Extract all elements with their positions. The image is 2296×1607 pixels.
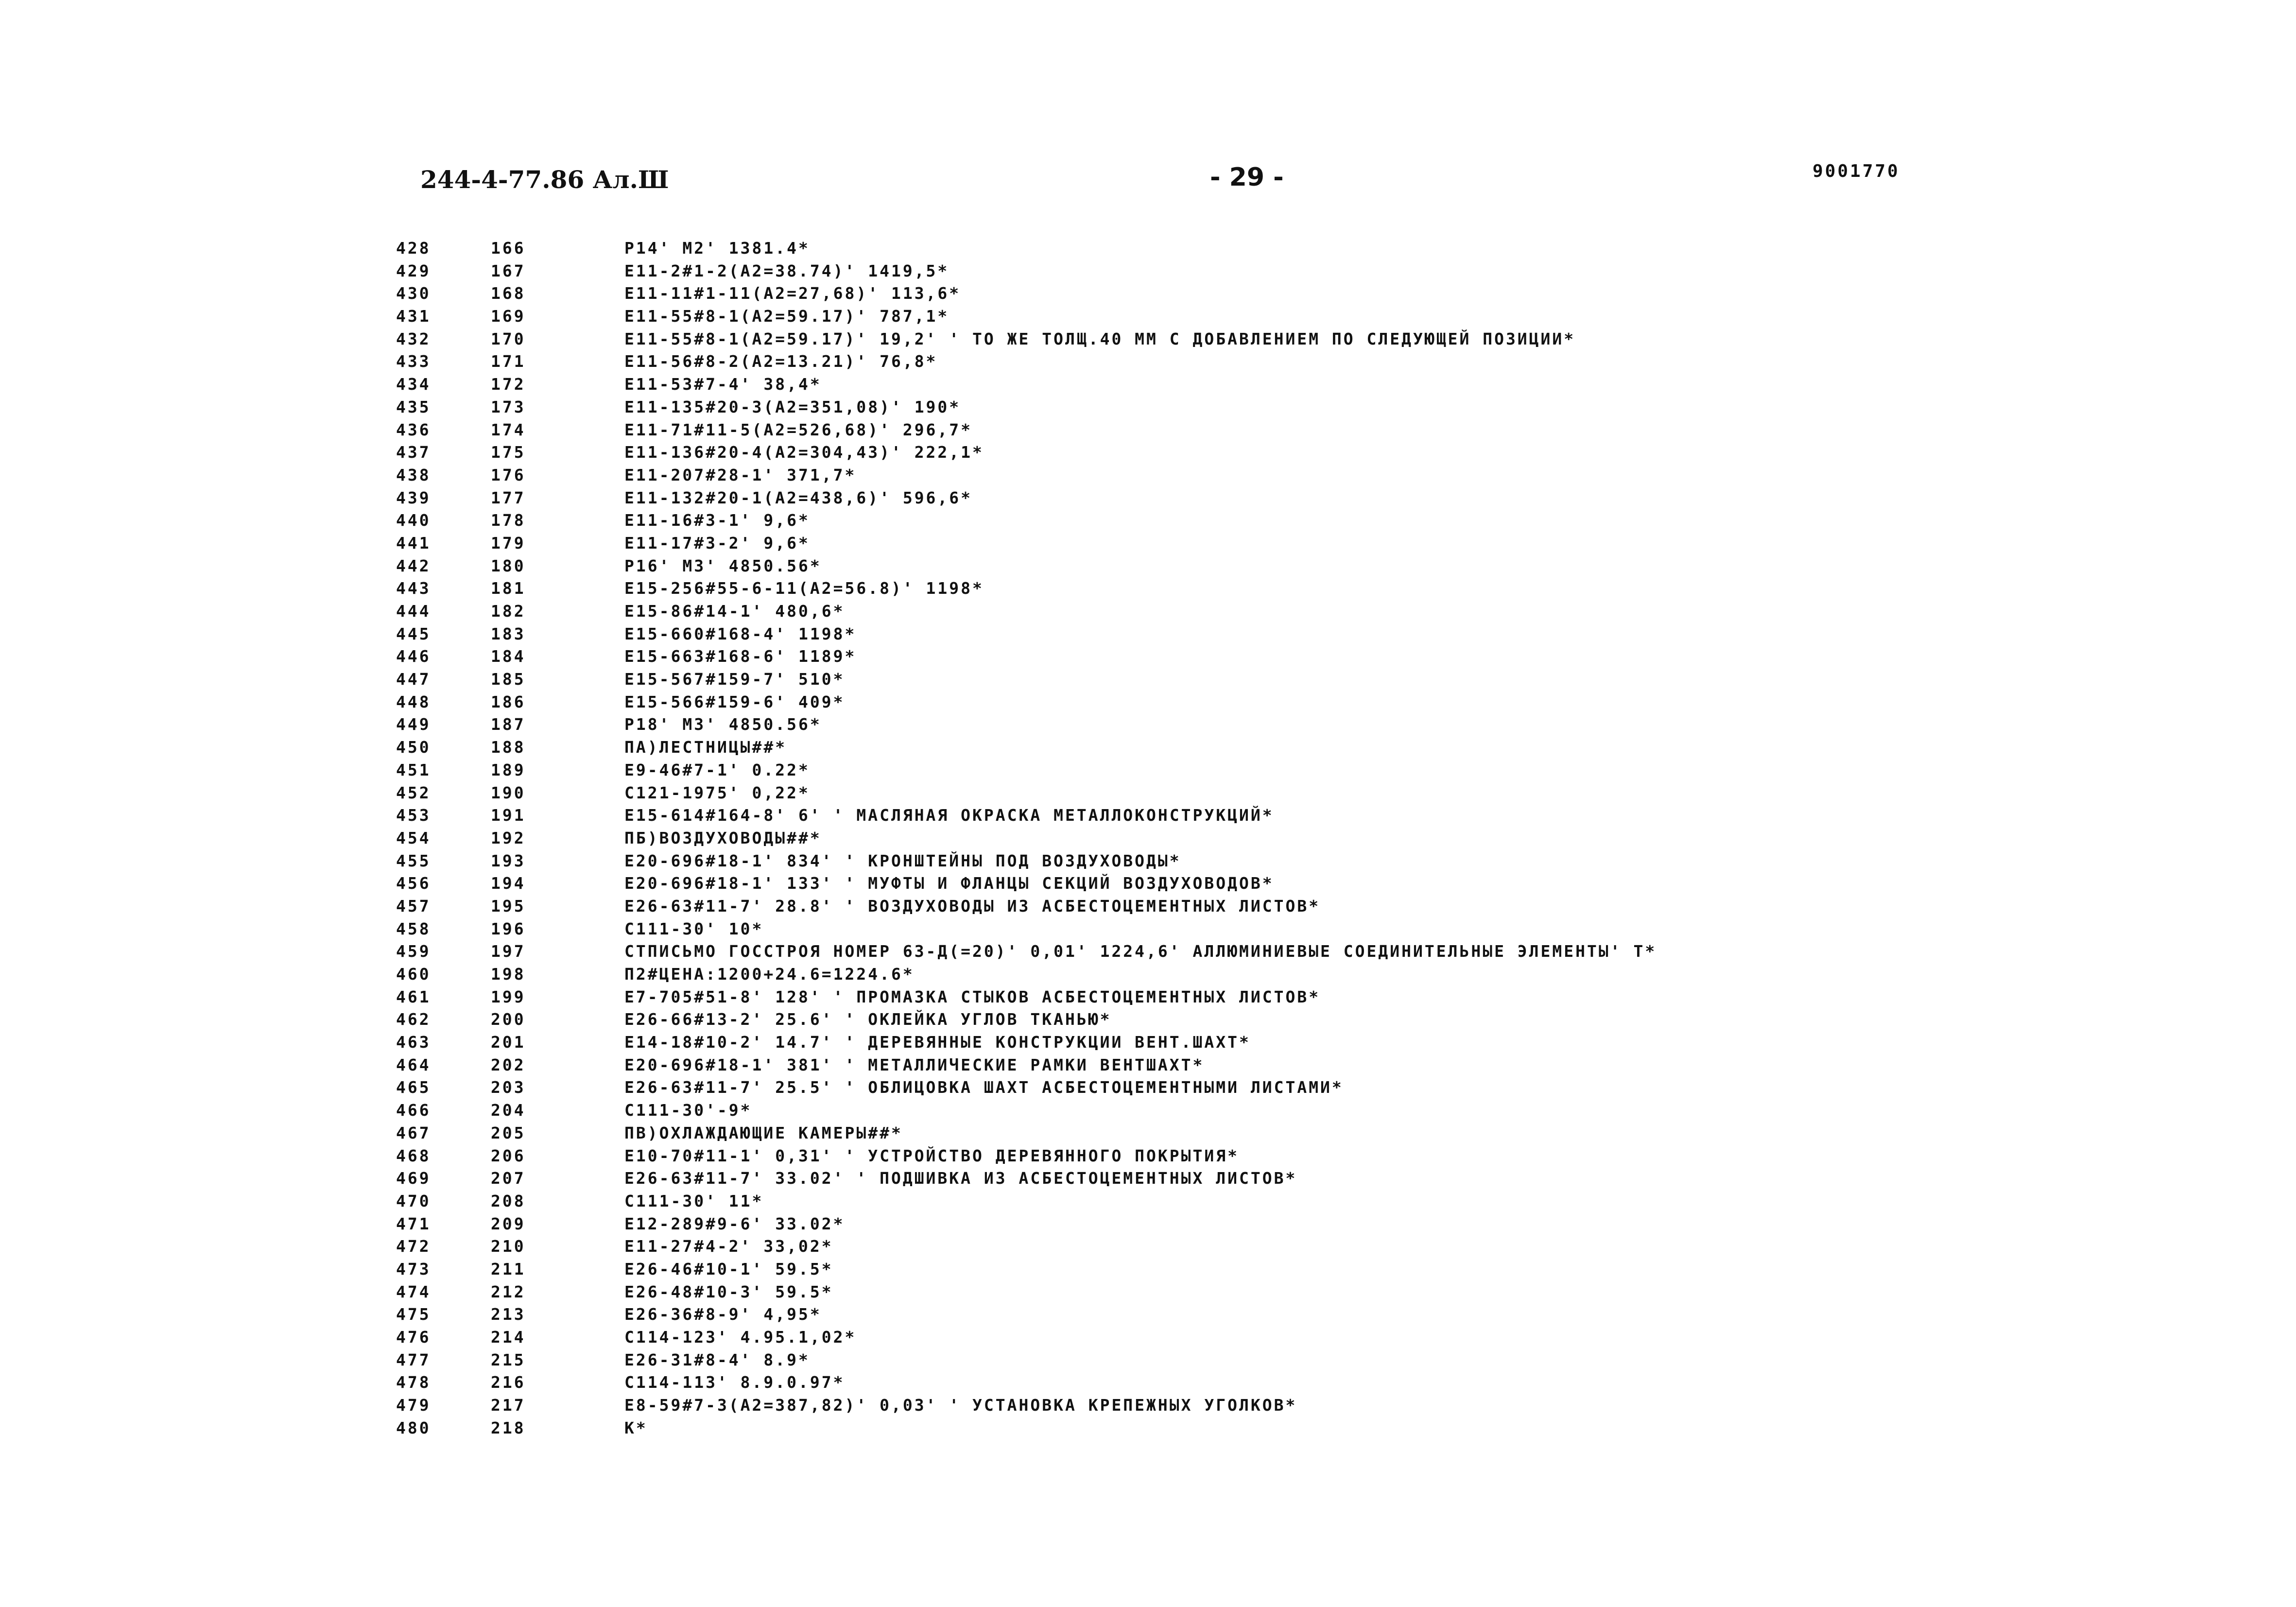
listing-row xyxy=(396,328,2145,351)
listing-row xyxy=(396,804,2145,827)
statement-number: 173 xyxy=(491,397,526,416)
statement-number: 178 xyxy=(491,511,526,530)
statement-number: 216 xyxy=(491,1373,526,1392)
listing-row xyxy=(396,713,2145,736)
statement-text: Е15-614#164-8' 6' ' МАСЛЯНАЯ ОКРАСКА МЕТАЛЛОКОНСТРУКЦИЙ* xyxy=(624,806,1274,825)
listing-row xyxy=(396,1122,2145,1145)
line-number: 452 xyxy=(396,783,431,802)
listing-row xyxy=(396,532,2145,555)
listing-row xyxy=(396,1031,2145,1054)
statement-number: 203 xyxy=(491,1078,526,1097)
statement-text: Е11-11#1-11(А2=27,68)' 113,6* xyxy=(624,284,961,303)
statement-text: П2#ЦЕНА:1200+24.6=1224.6* xyxy=(624,965,915,984)
statement-text: Е11-207#28-1' 371,7* xyxy=(624,465,857,484)
listing-row xyxy=(396,1213,2145,1236)
line-number: 443 xyxy=(396,579,431,598)
statement-text: Е20-696#18-1' 381' ' МЕТАЛЛИЧЕСКИЕ РАМКИ ВЕНТШАХТ* xyxy=(624,1055,1205,1074)
listing-row xyxy=(396,487,2145,510)
line-number: 457 xyxy=(396,896,431,916)
statement-number: 174 xyxy=(491,420,526,439)
listing-row xyxy=(396,782,2145,805)
line-number: 471 xyxy=(396,1214,431,1233)
statement-number: 171 xyxy=(491,352,526,371)
line-number: 465 xyxy=(396,1078,431,1097)
statement-text: Е26-66#13-2' 25.6' ' ОКЛЕЙКА УГЛОВ ТКАНЬЮ* xyxy=(624,1010,1112,1029)
statement-number: 187 xyxy=(491,715,526,734)
listing-row xyxy=(396,1145,2145,1168)
line-number: 459 xyxy=(396,942,431,961)
line-number: 469 xyxy=(396,1169,431,1188)
statement-text: Е15-86#14-1' 480,6* xyxy=(624,602,845,621)
listing-row xyxy=(396,1099,2145,1122)
listing-row xyxy=(396,986,2145,1009)
statement-number: 212 xyxy=(491,1282,526,1301)
statement-number: 166 xyxy=(491,239,526,258)
line-number: 435 xyxy=(396,397,431,416)
statement-number: 202 xyxy=(491,1055,526,1074)
statement-number: 197 xyxy=(491,942,526,961)
line-number: 454 xyxy=(396,828,431,847)
statement-number: 183 xyxy=(491,624,526,643)
line-number: 458 xyxy=(396,919,431,938)
statement-number: 181 xyxy=(491,579,526,598)
statement-number: 201 xyxy=(491,1033,526,1052)
line-number: 463 xyxy=(396,1033,431,1052)
statement-number: 167 xyxy=(491,261,526,280)
statement-number: 175 xyxy=(491,443,526,462)
statement-number: 195 xyxy=(491,896,526,916)
line-number: 438 xyxy=(396,465,431,484)
listing-row xyxy=(396,1303,2145,1326)
statement-text: Р14' М2' 1381.4* xyxy=(624,239,810,258)
line-number: 475 xyxy=(396,1305,431,1324)
line-number: 445 xyxy=(396,624,431,643)
statement-number: 192 xyxy=(491,828,526,847)
line-number: 442 xyxy=(396,556,431,575)
statement-text: С114-123' 4.95.1,02* xyxy=(624,1328,857,1347)
statement-number: 170 xyxy=(491,329,526,348)
statement-text: Е10-70#11-1' 0,31' ' УСТРОЙСТВО ДЕРЕВЯННОГО ПОКРЫТИЯ* xyxy=(624,1146,1239,1165)
line-number: 476 xyxy=(396,1328,431,1347)
line-number: 461 xyxy=(396,987,431,1006)
statement-number: 179 xyxy=(491,533,526,553)
listing-row xyxy=(396,1394,2145,1417)
listing-row xyxy=(396,850,2145,873)
line-number: 428 xyxy=(396,239,431,258)
statement-number: 200 xyxy=(491,1010,526,1029)
listing-row xyxy=(396,668,2145,691)
listing-row xyxy=(396,1008,2145,1031)
line-number: 480 xyxy=(396,1418,431,1437)
statement-text: Е15-663#168-6' 1189* xyxy=(624,647,857,666)
line-number: 455 xyxy=(396,851,431,870)
listing-row xyxy=(396,1190,2145,1213)
statement-text: Е11-2#1-2(А2=38.74)' 1419,5* xyxy=(624,261,949,280)
listing-row xyxy=(396,1349,2145,1372)
statement-text: С121-1975' 0,22* xyxy=(624,783,810,802)
line-number: 444 xyxy=(396,602,431,621)
program-listing xyxy=(396,237,2145,1442)
statement-text: Е11-17#3-2' 9,6* xyxy=(624,533,810,553)
statement-number: 193 xyxy=(491,851,526,870)
statement-text: Р18' М3' 4850.56* xyxy=(624,715,822,734)
statement-text: Е15-566#159-6' 409* xyxy=(624,692,845,711)
statement-text: Е11-16#3-1' 9,6* xyxy=(624,511,810,530)
statement-text: Е26-36#8-9' 4,95* xyxy=(624,1305,822,1324)
line-number: 448 xyxy=(396,692,431,711)
statement-text: С111-30' 10* xyxy=(624,919,764,938)
statement-number: 198 xyxy=(491,965,526,984)
line-number: 456 xyxy=(396,874,431,893)
listing-row xyxy=(396,600,2145,623)
statement-text: Е20-696#18-1' 834' ' КРОНШТЕЙНЫ ПОД ВОЗДУХОВОДЫ* xyxy=(624,851,1181,870)
line-number: 433 xyxy=(396,352,431,371)
statement-text: Е26-48#10-3' 59.5* xyxy=(624,1282,833,1301)
statement-number: 207 xyxy=(491,1169,526,1188)
statement-text: С111-30' 11* xyxy=(624,1191,764,1210)
listing-row xyxy=(396,260,2145,283)
listing-row xyxy=(396,1167,2145,1190)
listing-row xyxy=(396,509,2145,532)
listing-row xyxy=(396,305,2145,328)
line-number: 478 xyxy=(396,1373,431,1392)
statement-number: 186 xyxy=(491,692,526,711)
listing-row xyxy=(396,1258,2145,1281)
statement-text: С111-30'-9* xyxy=(624,1101,752,1120)
listing-row xyxy=(396,827,2145,850)
listing-row xyxy=(396,691,2145,714)
statement-text: Е14-18#10-2' 14.7' ' ДЕРЕВЯННЫЕ КОНСТРУКЦИИ ВЕНТ.ШАХТ* xyxy=(624,1033,1251,1052)
statement-text: К* xyxy=(624,1418,648,1437)
statement-text: Е11-55#8-1(А2=59.17)' 19,2' ' ТО ЖЕ ТОЛЩ.40 ММ С ДОБАВЛЕНИЕМ ПО СЛЕДУЮЩЕЙ ПОЗИЦИИ* xyxy=(624,329,1576,348)
line-number: 439 xyxy=(396,488,431,507)
statement-number: 180 xyxy=(491,556,526,575)
statement-number: 176 xyxy=(491,465,526,484)
document-id: 9001770 xyxy=(1813,161,1900,181)
statement-number: 214 xyxy=(491,1328,526,1347)
statement-text: Е15-256#55-6-11(А2=56.8)' 1198* xyxy=(624,579,984,598)
statement-text: Е11-136#20-4(А2=304,43)' 222,1* xyxy=(624,443,984,462)
statement-number: 191 xyxy=(491,806,526,825)
statement-number: 182 xyxy=(491,602,526,621)
statement-text: Е26-31#8-4' 8.9* xyxy=(624,1350,810,1369)
line-number: 453 xyxy=(396,806,431,825)
line-number: 473 xyxy=(396,1259,431,1279)
listing-row xyxy=(396,464,2145,487)
statement-text: Е11-53#7-4' 38,4* xyxy=(624,375,822,394)
line-number: 466 xyxy=(396,1101,431,1120)
statement-text: Е11-55#8-1(А2=59.17)' 787,1* xyxy=(624,307,949,326)
statement-number: 205 xyxy=(491,1123,526,1142)
document-code: 244-4-77.86 Ал.Ш xyxy=(420,165,669,194)
listing-row xyxy=(396,350,2145,373)
statement-text: Е26-46#10-1' 59.5* xyxy=(624,1259,833,1279)
statement-number: 172 xyxy=(491,375,526,394)
line-number: 479 xyxy=(396,1396,431,1415)
statement-text: ПВ)ОХЛАЖДАЮЩИЕ КАМЕРЫ##* xyxy=(624,1123,903,1142)
statement-number: 169 xyxy=(491,307,526,326)
statement-number: 190 xyxy=(491,783,526,802)
listing-row xyxy=(396,1076,2145,1099)
listing-row xyxy=(396,963,2145,986)
listing-row xyxy=(396,1371,2145,1394)
line-number: 464 xyxy=(396,1055,431,1074)
listing-row xyxy=(396,736,2145,759)
listing-row xyxy=(396,940,2145,963)
listing-row xyxy=(396,1054,2145,1077)
statement-text: Е11-56#8-2(А2=13.21)' 76,8* xyxy=(624,352,938,371)
statement-number: 194 xyxy=(491,874,526,893)
listing-row xyxy=(396,1281,2145,1304)
statement-number: 204 xyxy=(491,1101,526,1120)
statement-number: 196 xyxy=(491,919,526,938)
statement-number: 211 xyxy=(491,1259,526,1279)
listing-row xyxy=(396,918,2145,941)
statement-text: Е15-567#159-7' 510* xyxy=(624,670,845,689)
statement-number: 206 xyxy=(491,1146,526,1165)
line-number: 431 xyxy=(396,307,431,326)
statement-text: ПА)ЛЕСТНИЦЫ##* xyxy=(624,738,787,757)
statement-number: 217 xyxy=(491,1396,526,1415)
statement-text: Е11-135#20-3(А2=351,08)' 190* xyxy=(624,397,961,416)
line-number: 472 xyxy=(396,1237,431,1256)
statement-text: Е9-46#7-1' 0.22* xyxy=(624,760,810,779)
line-number: 440 xyxy=(396,511,431,530)
statement-number: 177 xyxy=(491,488,526,507)
line-number: 449 xyxy=(396,715,431,734)
line-number: 436 xyxy=(396,420,431,439)
statement-text: Е12-289#9-6' 33.02* xyxy=(624,1214,845,1233)
statement-text: Р16' М3' 4850.56* xyxy=(624,556,822,575)
listing-row xyxy=(396,623,2145,646)
listing-row xyxy=(396,419,2145,442)
statement-text: Е15-660#168-4' 1198* xyxy=(624,624,857,643)
statement-number: 188 xyxy=(491,738,526,757)
statement-text: Е11-27#4-2' 33,02* xyxy=(624,1237,833,1256)
line-number: 451 xyxy=(396,760,431,779)
line-number: 462 xyxy=(396,1010,431,1029)
statement-text: Е26-63#11-7' 28.8' ' ВОЗДУХОВОДЫ ИЗ АСБЕСТОЦЕМЕНТНЫХ ЛИСТОВ* xyxy=(624,896,1321,916)
listing-row xyxy=(396,237,2145,260)
listing-row xyxy=(396,577,2145,600)
listing-row xyxy=(396,872,2145,895)
statement-number: 189 xyxy=(491,760,526,779)
statement-number: 168 xyxy=(491,284,526,303)
listing-row xyxy=(396,1417,2145,1440)
line-number: 450 xyxy=(396,738,431,757)
line-number: 474 xyxy=(396,1282,431,1301)
statement-number: 199 xyxy=(491,987,526,1006)
statement-number: 213 xyxy=(491,1305,526,1324)
line-number: 437 xyxy=(396,443,431,462)
statement-number: 215 xyxy=(491,1350,526,1369)
listing-row xyxy=(396,373,2145,396)
statement-text: Е8-59#7-3(А2=387,82)' 0,03' ' УСТАНОВКА КРЕПЕЖНЫХ УГОЛКОВ* xyxy=(624,1396,1297,1415)
line-number: 470 xyxy=(396,1191,431,1210)
line-number: 467 xyxy=(396,1123,431,1142)
statement-number: 184 xyxy=(491,647,526,666)
statement-number: 210 xyxy=(491,1237,526,1256)
listing-row xyxy=(396,282,2145,305)
line-number: 434 xyxy=(396,375,431,394)
listing-row xyxy=(396,555,2145,578)
statement-text: С114-113' 8.9.0.97* xyxy=(624,1373,845,1392)
line-number: 429 xyxy=(396,261,431,280)
line-number: 468 xyxy=(396,1146,431,1165)
listing-row xyxy=(396,1326,2145,1349)
line-number: 432 xyxy=(396,329,431,348)
listing-row xyxy=(396,1235,2145,1258)
statement-text: Е20-696#18-1' 133' ' МУФТЫ И ФЛАНЦЫ СЕКЦИЙ ВОЗДУХОВОДОВ* xyxy=(624,874,1274,893)
statement-text: Е11-132#20-1(А2=438,6)' 596,6* xyxy=(624,488,973,507)
statement-text: СТПИСЬМО ГОССТРОЯ НОМЕР 63-Д(=20)' 0,01' 1224,6' АЛЛЮМИНИЕВЫЕ СОЕДИНИТЕЛЬНЫЕ ЭЛЕМЕНТЫ' Т* xyxy=(624,942,1657,961)
line-number: 477 xyxy=(396,1350,431,1369)
line-number: 447 xyxy=(396,670,431,689)
listing-row xyxy=(396,441,2145,464)
listing-row xyxy=(396,759,2145,782)
statement-number: 208 xyxy=(491,1191,526,1210)
listing-row xyxy=(396,645,2145,668)
statement-text: Е11-71#11-5(А2=526,68)' 296,7* xyxy=(624,420,973,439)
statement-text: Е26-63#11-7' 33.02' ' ПОДШИВКА ИЗ АСБЕСТОЦЕМЕНТНЫХ ЛИСТОВ* xyxy=(624,1169,1297,1188)
statement-text: Е7-705#51-8' 128' ' ПРОМАЗКА СТЫКОВ АСБЕСТОЦЕМЕНТНЫХ ЛИСТОВ* xyxy=(624,987,1321,1006)
listing-row xyxy=(396,396,2145,419)
listing-row xyxy=(396,895,2145,918)
line-number: 460 xyxy=(396,965,431,984)
statement-number: 185 xyxy=(491,670,526,689)
page-number: - 29 - xyxy=(1210,163,1284,192)
line-number: 441 xyxy=(396,533,431,553)
statement-text: ПБ)ВОЗДУХОВОДЫ##* xyxy=(624,828,822,847)
statement-text: Е26-63#11-7' 25.5' ' ОБЛИЦОВКА ШАХТ АСБЕСТОЦЕМЕНТНЫМИ ЛИСТАМИ* xyxy=(624,1078,1344,1097)
line-number: 446 xyxy=(396,647,431,666)
statement-number: 209 xyxy=(491,1214,526,1233)
line-number: 430 xyxy=(396,284,431,303)
statement-number: 218 xyxy=(491,1418,526,1437)
